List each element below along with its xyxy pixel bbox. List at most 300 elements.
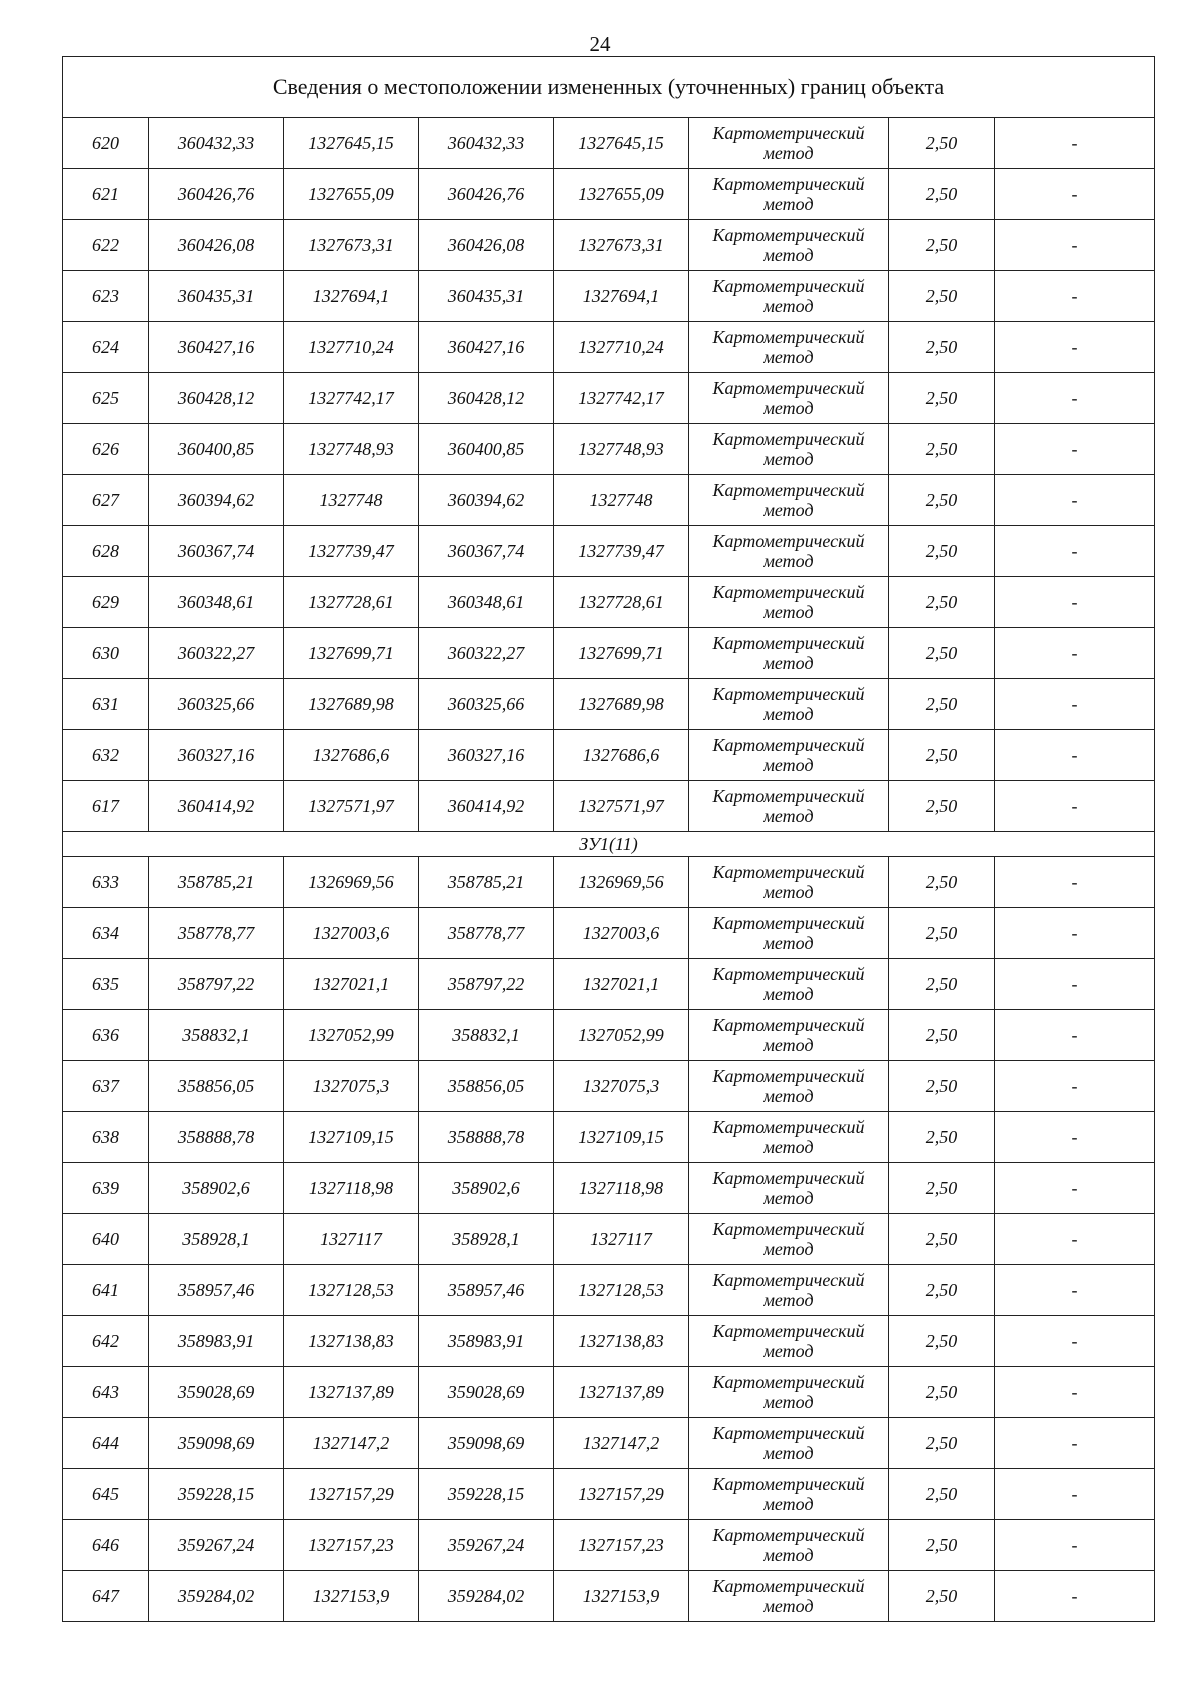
accuracy-cell: 2,50 (889, 526, 995, 577)
method-line-1: Картометрический (712, 913, 865, 933)
table-row (63, 908, 1155, 959)
note-cell: - (995, 322, 1155, 373)
table-row (63, 781, 1155, 832)
method-cell (689, 959, 889, 1010)
point-number-cell: 630 (63, 628, 149, 679)
accuracy-cell: 2,50 (889, 475, 995, 526)
table-row (63, 730, 1155, 781)
existing-x-cell: 359284,02 (149, 1571, 284, 1622)
new-y-cell: 1327128,53 (554, 1265, 689, 1316)
accuracy-cell: 2,50 (889, 271, 995, 322)
existing-x-cell: 358785,21 (149, 857, 284, 908)
point-number-cell: 617 (63, 781, 149, 832)
point-number-cell: 641 (63, 1265, 149, 1316)
boundary-coordinates-table (62, 56, 1155, 1622)
method-cell (689, 1214, 889, 1265)
note-cell: - (995, 730, 1155, 781)
existing-x-cell: 358957,46 (149, 1265, 284, 1316)
method-line-1: Картометрический (712, 1423, 865, 1443)
new-x-cell: 360414,92 (419, 781, 554, 832)
method-cell (689, 526, 889, 577)
method-line-2: метод (763, 1086, 814, 1106)
method-line-2: метод (763, 806, 814, 826)
point-number-cell: 627 (63, 475, 149, 526)
method-cell (689, 322, 889, 373)
accuracy-cell: 2,50 (889, 220, 995, 271)
method-line-1: Картометрический (712, 327, 865, 347)
method-line-2: метод (763, 500, 814, 520)
existing-y-cell: 1327052,99 (284, 1010, 419, 1061)
table-title: Сведения о местоположении измененных (уточненных) границ объекта (63, 57, 1155, 118)
note-cell: - (995, 1112, 1155, 1163)
point-number-cell: 632 (63, 730, 149, 781)
method-line-1: Картометрический (712, 1576, 865, 1596)
note-cell: - (995, 118, 1155, 169)
method-cell (689, 1010, 889, 1061)
method-line-2: метод (763, 143, 814, 163)
table-row (63, 1112, 1155, 1163)
existing-y-cell: 1327075,3 (284, 1061, 419, 1112)
existing-x-cell: 360322,27 (149, 628, 284, 679)
method-line-2: метод (763, 449, 814, 469)
new-x-cell: 359098,69 (419, 1418, 554, 1469)
new-x-cell: 358888,78 (419, 1112, 554, 1163)
point-number-cell: 621 (63, 169, 149, 220)
method-line-1: Картометрический (712, 480, 865, 500)
existing-x-cell: 358832,1 (149, 1010, 284, 1061)
existing-y-cell: 1327021,1 (284, 959, 419, 1010)
point-number-cell: 629 (63, 577, 149, 628)
new-y-cell: 1327147,2 (554, 1418, 689, 1469)
accuracy-cell: 2,50 (889, 169, 995, 220)
point-number-cell: 645 (63, 1469, 149, 1520)
method-cell (689, 628, 889, 679)
point-number-cell: 635 (63, 959, 149, 1010)
table-row (63, 628, 1155, 679)
new-x-cell: 360400,85 (419, 424, 554, 475)
note-cell: - (995, 1316, 1155, 1367)
existing-y-cell: 1327739,47 (284, 526, 419, 577)
accuracy-cell: 2,50 (889, 577, 995, 628)
method-cell (689, 577, 889, 628)
point-number-cell: 634 (63, 908, 149, 959)
existing-x-cell: 358902,6 (149, 1163, 284, 1214)
note-cell: - (995, 220, 1155, 271)
existing-x-cell: 360325,66 (149, 679, 284, 730)
new-y-cell: 1327052,99 (554, 1010, 689, 1061)
existing-y-cell: 1327748 (284, 475, 419, 526)
new-y-cell: 1327157,23 (554, 1520, 689, 1571)
new-x-cell: 360426,08 (419, 220, 554, 271)
note-cell: - (995, 475, 1155, 526)
existing-y-cell: 1327571,97 (284, 781, 419, 832)
new-x-cell: 360435,31 (419, 271, 554, 322)
method-cell (689, 1316, 889, 1367)
method-line-2: метод (763, 347, 814, 367)
method-line-1: Картометрический (712, 378, 865, 398)
accuracy-cell: 2,50 (889, 730, 995, 781)
new-y-cell: 1327728,61 (554, 577, 689, 628)
new-x-cell: 360432,33 (419, 118, 554, 169)
table-row (63, 1367, 1155, 1418)
existing-y-cell: 1327742,17 (284, 373, 419, 424)
accuracy-cell: 2,50 (889, 908, 995, 959)
new-x-cell: 360394,62 (419, 475, 554, 526)
note-cell: - (995, 1163, 1155, 1214)
section-label: ЗУ1(11) (63, 832, 1155, 857)
new-y-cell: 1327021,1 (554, 959, 689, 1010)
new-x-cell: 360367,74 (419, 526, 554, 577)
method-line-1: Картометрический (712, 276, 865, 296)
point-number-cell: 622 (63, 220, 149, 271)
existing-y-cell: 1327673,31 (284, 220, 419, 271)
existing-x-cell: 359098,69 (149, 1418, 284, 1469)
point-number-cell: 644 (63, 1418, 149, 1469)
method-line-1: Картометрический (712, 786, 865, 806)
point-number-cell: 647 (63, 1571, 149, 1622)
method-line-2: метод (763, 1035, 814, 1055)
method-cell (689, 1520, 889, 1571)
point-number-cell: 636 (63, 1010, 149, 1061)
new-y-cell: 1327645,15 (554, 118, 689, 169)
method-line-2: метод (763, 398, 814, 418)
new-x-cell: 360322,27 (419, 628, 554, 679)
table-row (63, 373, 1155, 424)
new-x-cell: 359267,24 (419, 1520, 554, 1571)
table-row (63, 577, 1155, 628)
new-y-cell: 1327686,6 (554, 730, 689, 781)
method-line-2: метод (763, 882, 814, 902)
new-x-cell: 358902,6 (419, 1163, 554, 1214)
section-row (63, 832, 1155, 857)
method-line-1: Картометрический (712, 225, 865, 245)
table-row (63, 1418, 1155, 1469)
table-row (63, 424, 1155, 475)
new-y-cell: 1327075,3 (554, 1061, 689, 1112)
new-x-cell: 358797,22 (419, 959, 554, 1010)
accuracy-cell: 2,50 (889, 781, 995, 832)
note-cell: - (995, 1214, 1155, 1265)
note-cell: - (995, 959, 1155, 1010)
method-cell (689, 1112, 889, 1163)
existing-y-cell: 1327128,53 (284, 1265, 419, 1316)
method-line-1: Картометрический (712, 582, 865, 602)
table-row (63, 118, 1155, 169)
accuracy-cell: 2,50 (889, 959, 995, 1010)
table-row (63, 526, 1155, 577)
existing-x-cell: 360348,61 (149, 577, 284, 628)
point-number-cell: 623 (63, 271, 149, 322)
new-x-cell: 360348,61 (419, 577, 554, 628)
new-y-cell: 1327655,09 (554, 169, 689, 220)
method-cell (689, 1469, 889, 1520)
existing-y-cell: 1327686,6 (284, 730, 419, 781)
new-y-cell: 1327117 (554, 1214, 689, 1265)
table-row (63, 322, 1155, 373)
note-cell: - (995, 373, 1155, 424)
method-line-1: Картометрический (712, 735, 865, 755)
table-row (63, 1265, 1155, 1316)
existing-x-cell: 360426,08 (149, 220, 284, 271)
method-line-1: Картометрический (712, 1219, 865, 1239)
method-line-1: Картометрический (712, 123, 865, 143)
method-line-1: Картометрический (712, 1270, 865, 1290)
new-y-cell: 1327138,83 (554, 1316, 689, 1367)
new-y-cell: 1327689,98 (554, 679, 689, 730)
existing-y-cell: 1327728,61 (284, 577, 419, 628)
table-row (63, 1469, 1155, 1520)
table-row (63, 1061, 1155, 1112)
new-y-cell: 1327109,15 (554, 1112, 689, 1163)
point-number-cell: 624 (63, 322, 149, 373)
existing-x-cell: 360435,31 (149, 271, 284, 322)
existing-y-cell: 1327655,09 (284, 169, 419, 220)
table-row (63, 1163, 1155, 1214)
table-row (63, 475, 1155, 526)
new-x-cell: 358832,1 (419, 1010, 554, 1061)
existing-x-cell: 360394,62 (149, 475, 284, 526)
new-x-cell: 358778,77 (419, 908, 554, 959)
new-x-cell: 358785,21 (419, 857, 554, 908)
existing-x-cell: 358888,78 (149, 1112, 284, 1163)
method-cell (689, 1367, 889, 1418)
note-cell: - (995, 526, 1155, 577)
accuracy-cell: 2,50 (889, 1163, 995, 1214)
method-line-2: метод (763, 245, 814, 265)
method-line-1: Картометрический (712, 1525, 865, 1545)
existing-y-cell: 1327138,83 (284, 1316, 419, 1367)
existing-y-cell: 1327157,29 (284, 1469, 419, 1520)
method-line-2: метод (763, 984, 814, 1004)
existing-y-cell: 1327645,15 (284, 118, 419, 169)
note-cell: - (995, 577, 1155, 628)
existing-x-cell: 360426,76 (149, 169, 284, 220)
existing-y-cell: 1327109,15 (284, 1112, 419, 1163)
method-line-1: Картометрический (712, 1321, 865, 1341)
accuracy-cell: 2,50 (889, 1112, 995, 1163)
method-line-1: Картометрический (712, 531, 865, 551)
point-number-cell: 638 (63, 1112, 149, 1163)
point-number-cell: 642 (63, 1316, 149, 1367)
method-line-2: метод (763, 653, 814, 673)
new-x-cell: 359028,69 (419, 1367, 554, 1418)
method-line-1: Картометрический (712, 964, 865, 984)
existing-x-cell: 358778,77 (149, 908, 284, 959)
accuracy-cell: 2,50 (889, 424, 995, 475)
method-line-1: Картометрический (712, 174, 865, 194)
accuracy-cell: 2,50 (889, 1367, 995, 1418)
accuracy-cell: 2,50 (889, 1520, 995, 1571)
accuracy-cell: 2,50 (889, 1571, 995, 1622)
new-x-cell: 360327,16 (419, 730, 554, 781)
existing-x-cell: 360428,12 (149, 373, 284, 424)
point-number-cell: 631 (63, 679, 149, 730)
new-y-cell: 1327118,98 (554, 1163, 689, 1214)
existing-y-cell: 1327689,98 (284, 679, 419, 730)
accuracy-cell: 2,50 (889, 373, 995, 424)
method-line-2: метод (763, 194, 814, 214)
existing-y-cell: 1327117 (284, 1214, 419, 1265)
table-row (63, 1214, 1155, 1265)
new-y-cell: 1326969,56 (554, 857, 689, 908)
method-line-2: метод (763, 1341, 814, 1361)
method-line-2: метод (763, 933, 814, 953)
accuracy-cell: 2,50 (889, 1265, 995, 1316)
new-y-cell: 1327157,29 (554, 1469, 689, 1520)
note-cell: - (995, 1367, 1155, 1418)
method-line-2: метод (763, 1137, 814, 1157)
new-x-cell: 358856,05 (419, 1061, 554, 1112)
accuracy-cell: 2,50 (889, 1469, 995, 1520)
note-cell: - (995, 781, 1155, 832)
note-cell: - (995, 1520, 1155, 1571)
method-cell (689, 1418, 889, 1469)
new-x-cell: 360325,66 (419, 679, 554, 730)
method-line-2: метод (763, 602, 814, 622)
method-cell (689, 1571, 889, 1622)
method-cell (689, 1061, 889, 1112)
method-cell (689, 1265, 889, 1316)
method-line-2: метод (763, 551, 814, 571)
method-line-1: Картометрический (712, 633, 865, 653)
new-y-cell: 1327748,93 (554, 424, 689, 475)
existing-y-cell: 1327118,98 (284, 1163, 419, 1214)
existing-y-cell: 1327137,89 (284, 1367, 419, 1418)
existing-y-cell: 1327699,71 (284, 628, 419, 679)
method-line-2: метод (763, 1239, 814, 1259)
accuracy-cell: 2,50 (889, 1418, 995, 1469)
method-cell (689, 118, 889, 169)
existing-x-cell: 358797,22 (149, 959, 284, 1010)
new-y-cell: 1327137,89 (554, 1367, 689, 1418)
table-row (63, 271, 1155, 322)
new-y-cell: 1327748 (554, 475, 689, 526)
note-cell: - (995, 679, 1155, 730)
table-row (63, 1316, 1155, 1367)
existing-x-cell: 358928,1 (149, 1214, 284, 1265)
method-line-1: Картометрический (712, 1474, 865, 1494)
table-row (63, 1010, 1155, 1061)
method-line-2: метод (763, 1290, 814, 1310)
new-x-cell: 360427,16 (419, 322, 554, 373)
method-line-2: метод (763, 704, 814, 724)
new-x-cell: 358983,91 (419, 1316, 554, 1367)
method-line-1: Картометрический (712, 1168, 865, 1188)
existing-y-cell: 1327710,24 (284, 322, 419, 373)
point-number-cell: 640 (63, 1214, 149, 1265)
existing-x-cell: 360414,92 (149, 781, 284, 832)
existing-x-cell: 359028,69 (149, 1367, 284, 1418)
existing-y-cell: 1327694,1 (284, 271, 419, 322)
method-line-2: метод (763, 296, 814, 316)
accuracy-cell: 2,50 (889, 1010, 995, 1061)
method-cell (689, 857, 889, 908)
table-row (63, 959, 1155, 1010)
method-line-2: метод (763, 1392, 814, 1412)
new-y-cell: 1327673,31 (554, 220, 689, 271)
existing-x-cell: 359228,15 (149, 1469, 284, 1520)
existing-x-cell: 360367,74 (149, 526, 284, 577)
accuracy-cell: 2,50 (889, 857, 995, 908)
new-y-cell: 1327153,9 (554, 1571, 689, 1622)
new-y-cell: 1327710,24 (554, 322, 689, 373)
method-cell (689, 781, 889, 832)
method-line-2: метод (763, 1188, 814, 1208)
method-line-2: метод (763, 1443, 814, 1463)
new-y-cell: 1327571,97 (554, 781, 689, 832)
note-cell: - (995, 1265, 1155, 1316)
existing-y-cell: 1327157,23 (284, 1520, 419, 1571)
method-cell (689, 373, 889, 424)
table-row (63, 1520, 1155, 1571)
method-line-2: метод (763, 1545, 814, 1565)
table-row (63, 220, 1155, 271)
accuracy-cell: 2,50 (889, 1316, 995, 1367)
note-cell: - (995, 1469, 1155, 1520)
method-cell (689, 730, 889, 781)
point-number-cell: 637 (63, 1061, 149, 1112)
method-cell (689, 679, 889, 730)
accuracy-cell: 2,50 (889, 1061, 995, 1112)
method-line-1: Картометрический (712, 1372, 865, 1392)
new-y-cell: 1327003,6 (554, 908, 689, 959)
existing-x-cell: 358856,05 (149, 1061, 284, 1112)
method-cell (689, 220, 889, 271)
point-number-cell: 643 (63, 1367, 149, 1418)
method-line-1: Картометрический (712, 1015, 865, 1035)
method-line-1: Картометрический (712, 1066, 865, 1086)
point-number-cell: 620 (63, 118, 149, 169)
point-number-cell: 626 (63, 424, 149, 475)
method-line-1: Картометрический (712, 684, 865, 704)
existing-x-cell: 359267,24 (149, 1520, 284, 1571)
method-cell (689, 271, 889, 322)
point-number-cell: 628 (63, 526, 149, 577)
existing-x-cell: 360427,16 (149, 322, 284, 373)
accuracy-cell: 2,50 (889, 679, 995, 730)
note-cell: - (995, 271, 1155, 322)
accuracy-cell: 2,50 (889, 1214, 995, 1265)
new-y-cell: 1327694,1 (554, 271, 689, 322)
method-cell (689, 475, 889, 526)
method-line-1: Картометрический (712, 862, 865, 882)
method-cell (689, 908, 889, 959)
existing-x-cell: 360400,85 (149, 424, 284, 475)
table-row (63, 857, 1155, 908)
page-number: 24 (589, 32, 611, 56)
existing-y-cell: 1327153,9 (284, 1571, 419, 1622)
new-x-cell: 358957,46 (419, 1265, 554, 1316)
existing-y-cell: 1327748,93 (284, 424, 419, 475)
method-line-2: метод (763, 755, 814, 775)
note-cell: - (995, 1061, 1155, 1112)
note-cell: - (995, 1418, 1155, 1469)
new-x-cell: 359284,02 (419, 1571, 554, 1622)
existing-y-cell: 1327003,6 (284, 908, 419, 959)
new-y-cell: 1327742,17 (554, 373, 689, 424)
point-number-cell: 633 (63, 857, 149, 908)
table-title-row (63, 57, 1155, 118)
note-cell: - (995, 908, 1155, 959)
note-cell: - (995, 628, 1155, 679)
new-x-cell: 359228,15 (419, 1469, 554, 1520)
note-cell: - (995, 857, 1155, 908)
existing-y-cell: 1327147,2 (284, 1418, 419, 1469)
table-row (63, 679, 1155, 730)
accuracy-cell: 2,50 (889, 322, 995, 373)
point-number-cell: 646 (63, 1520, 149, 1571)
existing-y-cell: 1326969,56 (284, 857, 419, 908)
